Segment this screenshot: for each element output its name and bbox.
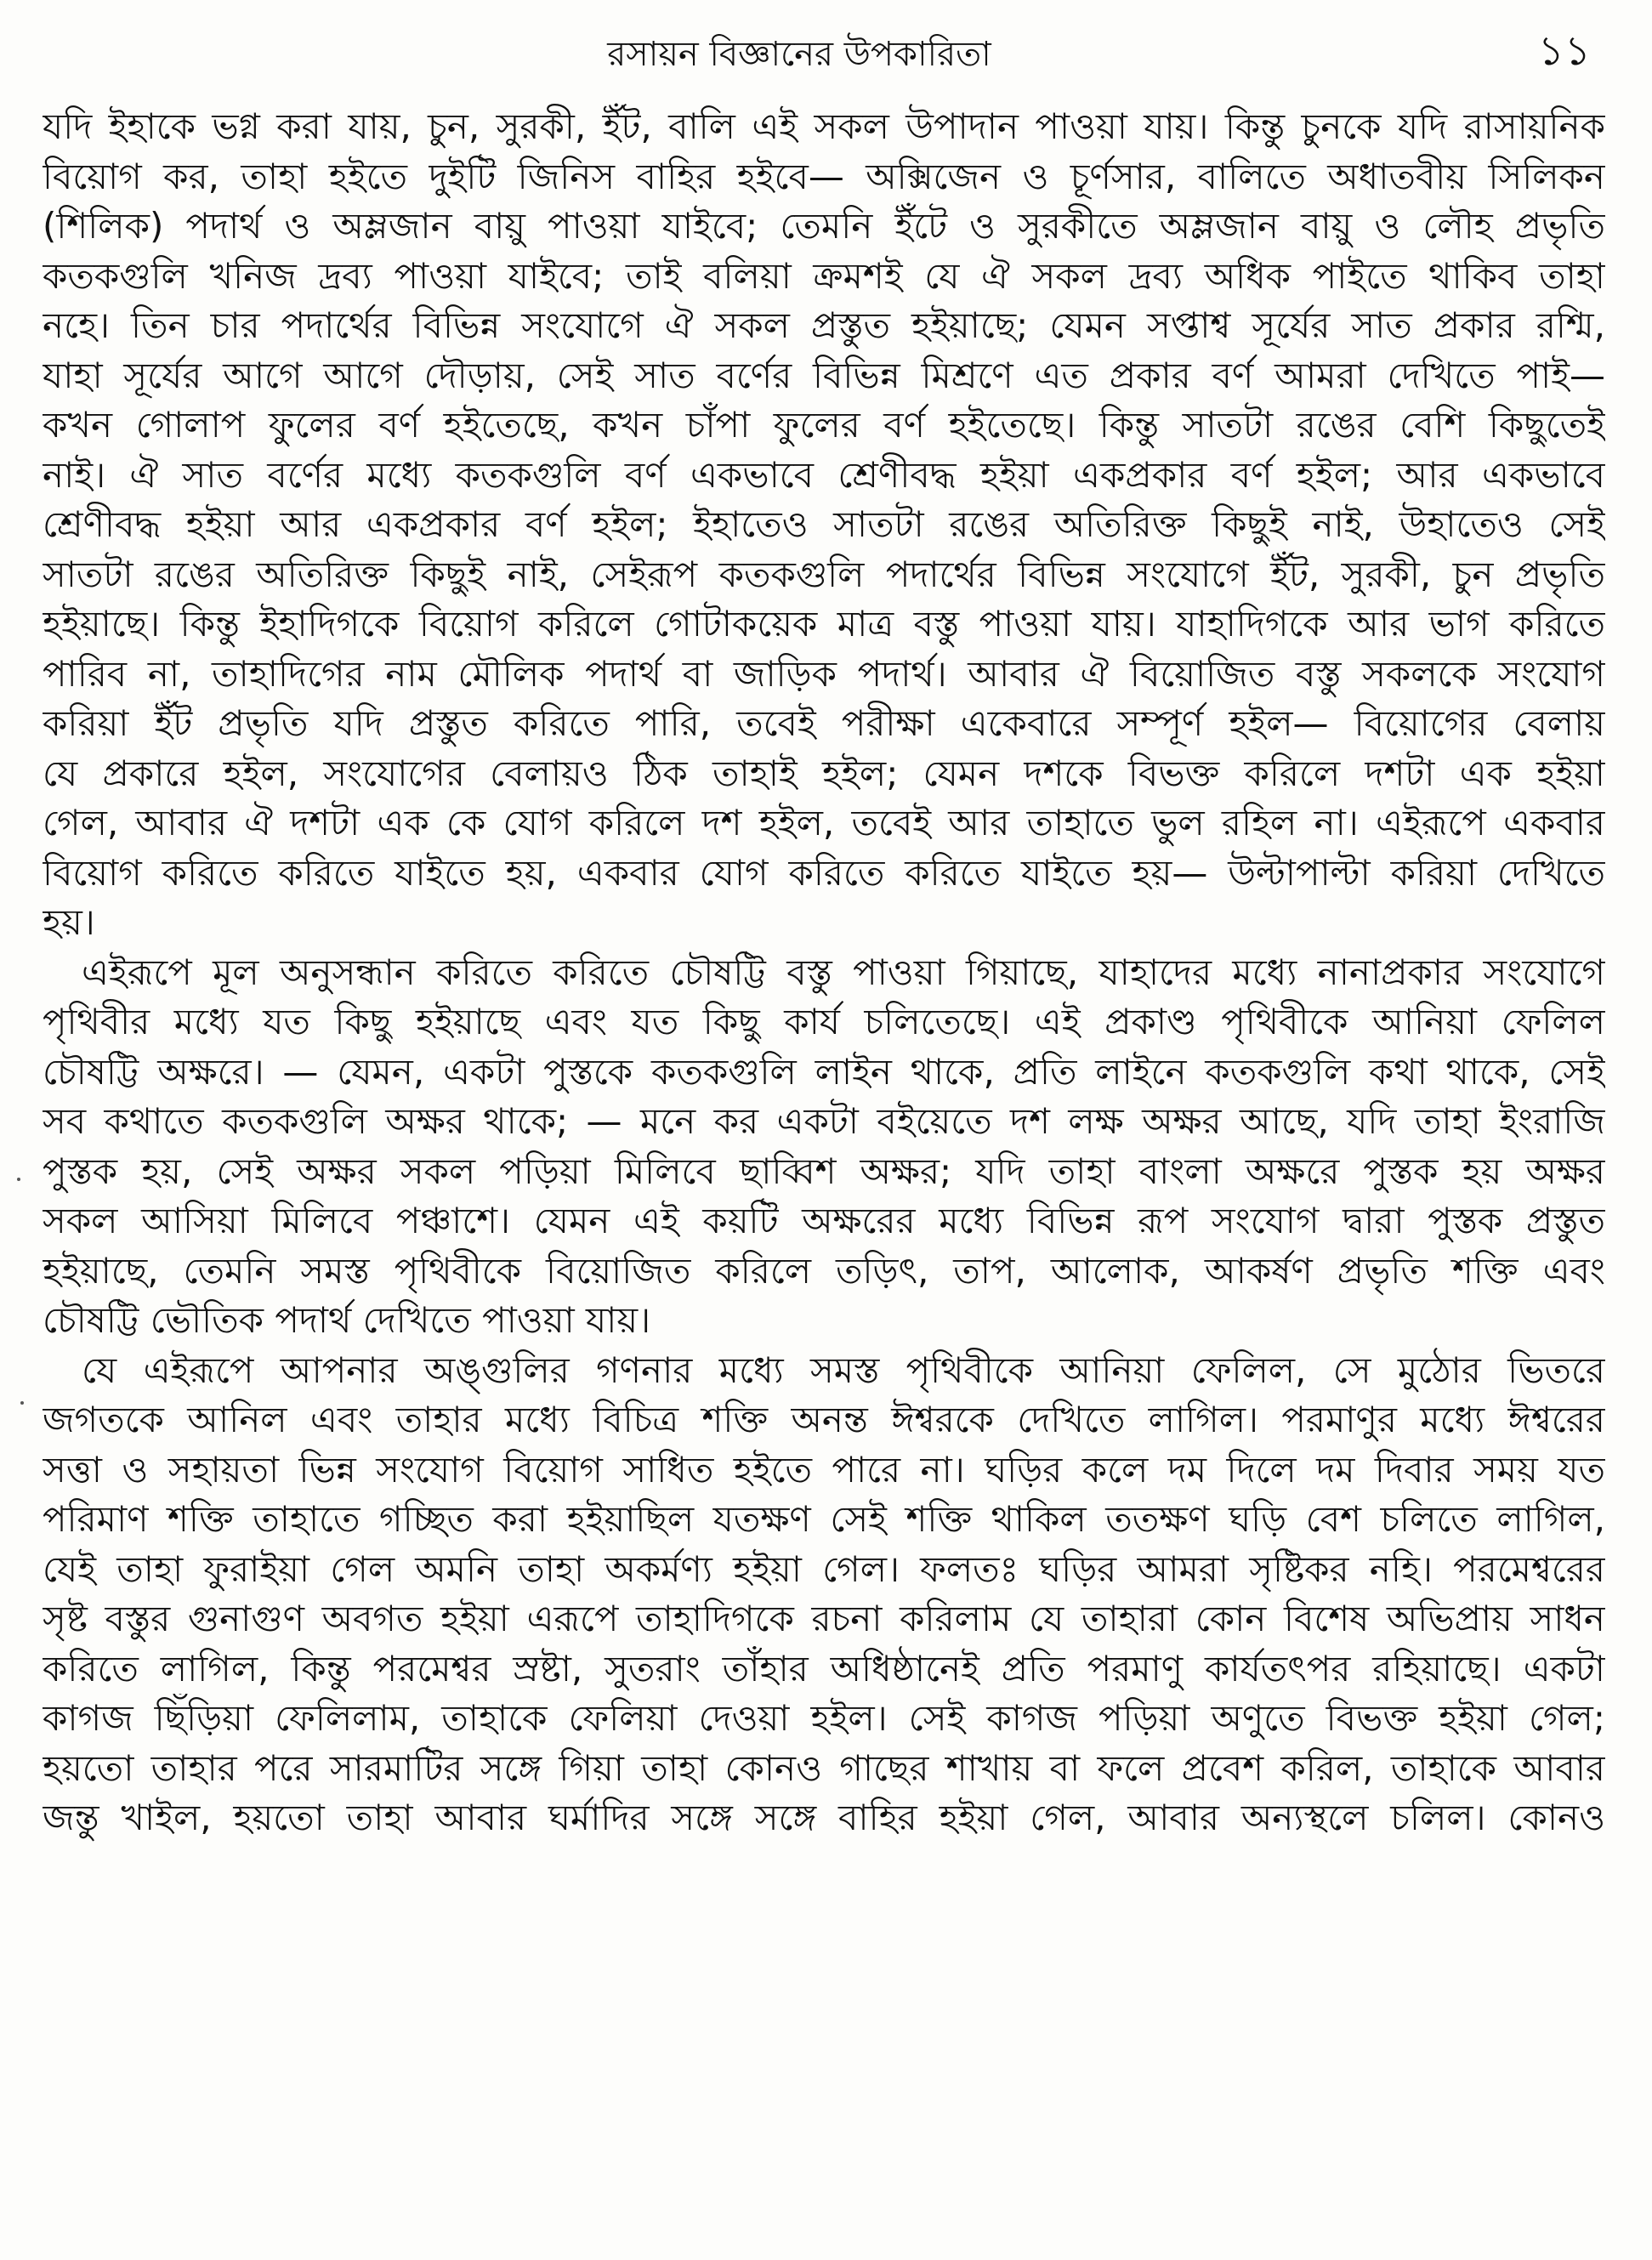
text-line: পারিব না, তাহাদিগের নাম মৌলিক পদার্থ বা জাড়িক পদার্থ। আবার ঐ বিয়োজিত বস্তু সকলকে সংযোগ	[43, 652, 1605, 695]
text-line: নাই। ঐ সাত বর্ণের মধ্যে কতকগুলি বর্ণ একভাবে শ্রেণীবদ্ধ হইয়া একপ্রকার বর্ণ হইল; আর একভাবে	[43, 453, 1605, 496]
text-line: বিয়োগ করিতে করিতে যাইতে হয়, একবার যোগ করিতে করিতে যাইতে হয়— উল্টাপাল্টা করিয়া দেখিতে	[43, 851, 1605, 894]
text-line: হয়।	[43, 901, 95, 943]
scan-speck	[20, 1401, 24, 1405]
text-line: যে এইরূপে আপনার অঙ্গুলির গণনার মধ্যে সমস্ত পৃথিবীকে আনিয়া ফেলিল, সে মুঠোর ভিতরে	[82, 1349, 1605, 1391]
text-line: কখন গোলাপ ফুলের বর্ণ হইতেছে, কখন চাঁপা ফুলের বর্ণ হইতেছে। কিন্তু সাতটা রঙের বেশি কিছুতেই	[43, 404, 1605, 446]
text-line: নহে। তিন চার পদার্থের বিভিন্ন সংযোগে ঐ সকল প্রস্তুত হইয়াছে; যেমন সপ্তাশ্ব সূর্যের সাত প্রকার রশ্মি,	[43, 304, 1605, 346]
body-text	[43, 102, 1605, 1843]
text-line: পরিমাণ শক্তি তাহাতে গচ্ছিত করা হইয়াছিল যতক্ষণ সেই শক্তি থাকিল ততক্ষণ ঘড়ি বেশ চলিতে লাগিল,	[43, 1498, 1605, 1540]
text-line: সৃষ্ট বস্তুর গুনাগুণ অবগত হইয়া এরূপে তাহাদিগকে রচনা করিলাম যে তাহারা কোন বিশেষ অভিপ্রায় সাধন	[43, 1598, 1605, 1639]
text-line: এইরূপে মূল অনুসন্ধান করিতে করিতে চৌষট্টি বস্তু পাওয়া গিয়াছে, যাহাদের মধ্যে নানাপ্রকার সংযোগে	[82, 951, 1605, 993]
text-line: চৌষট্টি অক্ষরে। — যেমন, একটা পুস্তকে কতকগুলি লাইন থাকে, প্রতি লাইনে কতকগুলি কথা থাকে, সেই	[43, 1050, 1605, 1093]
text-line: যেই তাহা ফুরাইয়া গেল অমনি তাহা অকর্মণ্য হইয়া গেল। ফলতঃ ঘড়ির আমরা সৃষ্টিকর নহি। পরমেশ্বরের	[43, 1547, 1605, 1590]
text-line: করিতে লাগিল, কিন্তু পরমেশ্বর স্রষ্টা, সুতরাং তাঁহার অধিষ্ঠানেই প্রতি পরমাণু কার্যতৎপর রহিয়াছে। একটা	[43, 1647, 1605, 1689]
text-line: শ্রেণীবদ্ধ হইয়া আর একপ্রকার বর্ণ হইল; ইহাতেও সাতটা রঙের অতিরিক্ত কিছুই নাই, উহাতেও সেই	[43, 503, 1605, 545]
text-line: বিয়োগ কর, তাহা হইতে দুইটি জিনিস বাহির হইবে— অক্সিজেন ও চূর্ণসার, বালিতে অধাতবীয় সিলিকন	[43, 155, 1605, 197]
text-line: সব কথাতে কতকগুলি অক্ষর থাকে; — মনে কর একটা বইয়েতে দশ লক্ষ অক্ষর আছে, যদি তাহা ইংরাজি	[43, 1100, 1605, 1142]
text-line: সকল আসিয়া মিলিবে পঞ্চাশে। যেমন এই কয়টি অক্ষরের মধ্যে বিভিন্ন রূপ সংযোগ দ্বারা পুস্তক প্রস্তুত	[43, 1200, 1605, 1241]
text-line: সাতটা রঙের অতিরিক্ত কিছুই নাই, সেইরূপ কতকগুলি পদার্থের বিভিন্ন সংযোগে ইঁট, সুরকী, চুন প্রভৃতি	[43, 553, 1605, 595]
text-line: জন্তু খাইল, হয়তো তাহা আবার ঘর্মাদির সঙ্গে সঙ্গে বাহির হইয়া গেল, আবার অন্যস্থলে চলিল। কোনও	[43, 1797, 1605, 1838]
running-title: রসায়ন বিজ্ঞানের উপকারিতা	[607, 35, 991, 74]
text-line: সত্তা ও সহায়তা ভিন্ন সংযোগ বিয়োগ সাধিত হইতে পারে না। ঘড়ির কলে দম দিলে দম দিবার সময় যত	[43, 1448, 1605, 1491]
text-line: যদি ইহাকে ভগ্ন করা যায়, চুন, সুরকী, ইঁট, বালি এই সকল উপাদান পাওয়া যায়। কিন্তু চুনকে যদি রাসায়নিক	[43, 105, 1605, 147]
paragraph-2	[43, 948, 1605, 1346]
paragraph-3	[43, 1346, 1605, 1843]
text-line: গেল, আবার ঐ দশটা এক কে যোগ করিলে দশ হইল, তবেই আর তাহাতে ভুল রহিল না। এইরূপে একবার	[43, 802, 1605, 843]
text-line: জগতকে আনিল এবং তাহার মধ্যে বিচিত্র শক্তি অনন্ত ঈশ্বরকে দেখিতে লাগিল। পরমাণুর মধ্যে ঈশ্বরের	[43, 1399, 1605, 1440]
text-line: চৌষট্টি ভৌতিক পদার্থ দেখিতে পাওয়া যায়।	[43, 1299, 651, 1341]
text-line: পুস্তক হয়, সেই অক্ষর সকল পড়িয়া মিলিবে ছাব্বিশ অক্ষর; যদি তাহা বাংলা অক্ষরে পুস্তক হয় অক্ষর	[43, 1150, 1605, 1192]
scan-speck	[17, 1178, 20, 1181]
text-line: হইয়াছে। কিন্তু ইহাদিগকে বিয়োগ করিলে গোটাকয়েক মাত্র বস্তু পাওয়া যায়। যাহাদিগকে আর ভাগ করিতে	[43, 603, 1605, 644]
text-line: হইয়াছে, তেমনি সমস্ত পৃথিবীকে বিয়োজিত করিলে তড়িৎ, তাপ, আলোক, আকর্ষণ প্রভৃতি শক্তি এবং	[43, 1249, 1605, 1292]
text-line: করিয়া ইঁট প্রভৃতি যদি প্রস্তুত করিতে পারি, তবেই পরীক্ষা একেবারে সম্পূর্ণ হইল— বিয়োগের বেলায়	[43, 702, 1605, 744]
text-line: হয়তো তাহার পরে সারমাটির সঙ্গে গিয়া তাহা কোনও গাছের শাখায় বা ফলে প্রবেশ করিল, তাহাকে আবার	[43, 1746, 1605, 1789]
text-line: কতকগুলি খনিজ দ্রব্য পাওয়া যাইবে; তাই বলিয়া ক্রমশই যে ঐ সকল দ্রব্য অধিক পাইতে থাকিব তাহা	[43, 254, 1605, 297]
text-line: (শিলিক) পদার্থ ও অম্লজান বায়ু পাওয়া যাইবে; তেমনি ইঁটে ও সুরকীতে অম্লজান বায়ু ও লৌহ প্রভৃতি	[43, 205, 1605, 247]
page-number: ১১	[1537, 27, 1591, 75]
text-line: পৃথিবীর মধ্যে যত কিছু হইয়াছে এবং যত কিছু কার্য চলিতেছে। এই প্রকাণ্ড পৃথিবীকে আনিয়া ফেলিল	[43, 1001, 1605, 1042]
text-line: যে প্রকারে হইল, সংযোগের বেলায়ও ঠিক তাহাই হইল; যেমন দশকে বিভক্ত করিলে দশটা এক হইয়া	[43, 752, 1605, 794]
paragraph-1	[43, 102, 1605, 948]
text-line: কাগজ ছিঁড়িয়া ফেলিলাম, তাহাকে ফেলিয়া দেওয়া হইল। সেই কাগজ পড়িয়া অণুতে বিভক্ত হইয়া গেল;	[43, 1697, 1605, 1739]
text-line: যাহা সূর্যের আগে আগে দৌড়ায়, সেই সাত বর্ণের বিভিন্ন মিশ্রণে এত প্রকার বর্ণ আমরা দেখিতে পাই—	[43, 354, 1605, 396]
running-header	[0, 24, 1652, 83]
